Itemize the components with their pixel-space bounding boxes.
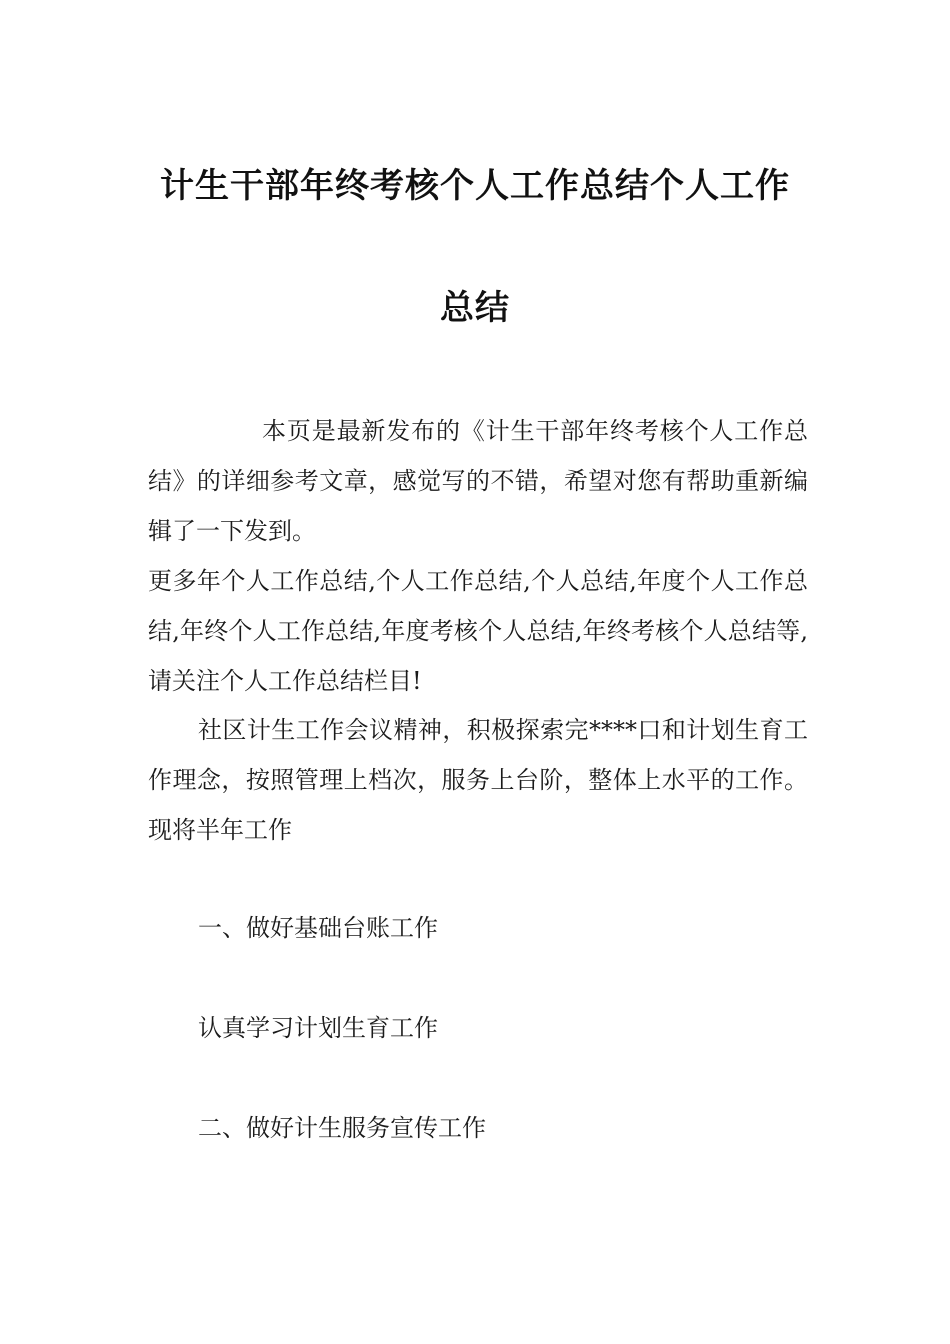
work-summary-paragraph: 社区计生工作会议精神，积极探索完****口和计划生育工作理念，按照管理上档次，服务上台阶，整体上水平的工作。现将半年工作 <box>148 716 808 844</box>
document-title-line-2: 总结 <box>440 288 510 328</box>
section-heading-2: 二、做好计生服务宣传工作 <box>198 1114 486 1142</box>
section-subheading: 认真学习计划生育工作 <box>198 1014 438 1042</box>
document-title-line-1: 计生干部年终考核个人工作总结个人工作 <box>160 166 790 206</box>
intro-paragraph: 本页是最新发布的《计生干部年终考核个人工作总结》的详细参考文章，感觉写的不错，希望对您有帮助重新编辑了一下发到。 <box>148 417 808 545</box>
related-links-paragraph: 更多年个人工作总结,个人工作总结,个人总结,年度个人工作总结,年终个人工作总结,年度考核个人总结,年终考核个人总结等,请关注个人工作总结栏目! <box>148 567 808 695</box>
section-heading-1: 一、做好基础台账工作 <box>198 914 438 942</box>
